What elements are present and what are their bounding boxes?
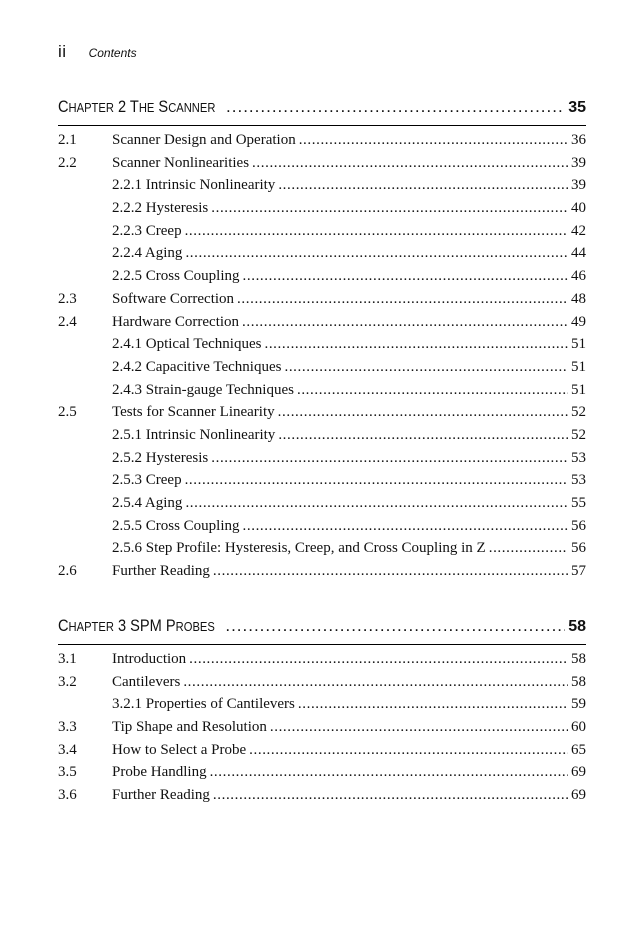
entry-page-number: 58	[571, 651, 586, 667]
entry-page-number: 52	[571, 426, 586, 443]
dot-leader	[226, 97, 565, 117]
entry-page-number: 69	[571, 764, 586, 781]
toc-entry[interactable]	[58, 563, 586, 586]
entry-page-number: 49	[571, 313, 586, 330]
entry-page-number: 36	[571, 132, 586, 148]
dot-leader	[249, 742, 568, 759]
entry-number: 3.3	[58, 719, 77, 736]
dot-leader	[264, 336, 568, 353]
toc-entry[interactable]	[58, 764, 586, 787]
entry-page-number: 40	[571, 200, 586, 217]
toc-subentry[interactable]	[58, 495, 586, 518]
entry-title: Introduction	[112, 651, 187, 667]
chapter-heading[interactable]	[58, 616, 586, 640]
toc-entry[interactable]	[58, 132, 586, 155]
dot-leader	[189, 651, 568, 668]
entry-number: 2.2	[58, 154, 77, 171]
toc-entry[interactable]	[58, 719, 586, 742]
entry-title: Scanner Design and Operation	[112, 132, 296, 148]
entry-title: 2.5.5 Cross Coupling	[112, 517, 240, 534]
toc-entries	[58, 651, 586, 810]
running-title: Contents	[88, 46, 137, 60]
dot-leader	[284, 359, 568, 376]
entry-title: Further Reading	[112, 563, 210, 580]
entry-page-number: 57	[571, 563, 586, 580]
entry-page-number: 58	[571, 673, 586, 690]
entry-title: 2.2.3 Creep	[112, 222, 182, 239]
chapter-page-number: 58	[568, 618, 586, 635]
entry-page-number: 51	[571, 358, 586, 375]
entry-page-number: 56	[571, 540, 586, 557]
entry-page-number: 65	[571, 741, 586, 758]
entry-page-number: 59	[571, 696, 586, 713]
dot-leader	[211, 450, 568, 467]
chapter-heading[interactable]	[58, 97, 586, 121]
chapter-rule	[58, 644, 586, 645]
toc-entry[interactable]	[58, 291, 586, 314]
dot-leader	[298, 696, 568, 713]
entry-page-number: 56	[571, 517, 586, 534]
entry-page-number: 55	[571, 495, 586, 511]
toc-entry[interactable]	[58, 155, 586, 178]
entry-title: 2.4.1 Optical Techniques	[112, 336, 262, 353]
entry-title: Scanner Nonlinearities	[112, 154, 250, 171]
entry-title: Probe Handling	[112, 764, 207, 781]
dot-leader	[225, 616, 565, 636]
chapter-page-number: 35	[568, 99, 586, 116]
entry-number: 2.1	[58, 132, 77, 148]
toc-subentry[interactable]	[58, 518, 586, 541]
entry-title: 2.5.4 Aging	[112, 495, 183, 511]
entry-page-number: 53	[571, 449, 586, 466]
entry-page-number: 42	[571, 222, 586, 239]
dot-leader	[185, 472, 568, 489]
entry-number: 2.5	[58, 404, 77, 421]
dot-leader	[185, 245, 568, 262]
entry-title: 2.4.3 Strain-gauge Techniques	[112, 381, 294, 398]
toc-subentry[interactable]	[58, 177, 586, 200]
entry-number: 3.1	[58, 651, 77, 667]
dot-leader	[242, 314, 568, 331]
toc-subentry[interactable]	[58, 540, 586, 563]
entry-title: Cantilevers	[112, 673, 181, 690]
entry-number: 2.4	[58, 313, 77, 330]
entry-page-number: 48	[571, 290, 586, 307]
entry-page-number: 52	[571, 404, 586, 421]
entry-title: 2.2.2 Hysteresis	[112, 200, 209, 217]
entry-page-number: 69	[571, 787, 586, 804]
entry-title: 2.2.1 Intrinsic Nonlinearity	[112, 177, 276, 194]
entry-number: 2.6	[58, 563, 77, 580]
dot-leader	[252, 155, 568, 172]
entry-title: How to Select a Probe	[112, 741, 247, 758]
dot-leader	[278, 177, 568, 194]
toc-entry[interactable]	[58, 742, 586, 765]
toc-subentry[interactable]	[58, 696, 586, 719]
toc-entry[interactable]	[58, 404, 586, 427]
toc-entry[interactable]	[58, 787, 586, 810]
entry-page-number: 53	[571, 472, 586, 489]
chapter-3-section	[58, 616, 586, 810]
entry-title: Software Correction	[112, 290, 235, 307]
entry-title: 2.4.2 Capacitive Techniques	[112, 358, 282, 375]
dot-leader	[213, 563, 568, 580]
dot-leader	[210, 764, 568, 781]
toc-subentry[interactable]	[58, 382, 586, 405]
entry-page-number: 60	[571, 719, 586, 736]
dot-leader	[237, 291, 568, 308]
page-header	[58, 42, 137, 64]
dot-leader	[243, 518, 568, 535]
entry-title: Further Reading	[112, 787, 210, 804]
entry-title: 2.5.2 Hysteresis	[112, 449, 209, 466]
entry-title: Tests for Scanner Linearity	[112, 404, 275, 421]
chapter-title: CHAPTER 3 SPM PROBES	[58, 616, 215, 635]
entry-title: Hardware Correction	[112, 313, 240, 330]
entry-title: 3.2.1 Properties of Cantilevers	[112, 696, 295, 713]
entry-number: 2.3	[58, 290, 77, 307]
dot-leader	[185, 223, 568, 240]
dot-leader	[185, 495, 568, 512]
dot-leader	[211, 200, 568, 217]
entry-page-number: 51	[571, 381, 586, 398]
entry-page-number: 46	[571, 268, 586, 285]
toc-subentry[interactable]	[58, 268, 586, 291]
toc-subentry[interactable]	[58, 472, 586, 495]
entry-title: 2.2.4 Aging	[112, 245, 183, 262]
toc-subentry[interactable]	[58, 200, 586, 223]
dot-leader	[489, 540, 568, 557]
toc-entries	[58, 132, 586, 586]
toc-entry[interactable]	[58, 651, 586, 674]
entry-page-number: 39	[571, 154, 586, 171]
toc-subentry[interactable]	[58, 450, 586, 473]
toc-subentry[interactable]	[58, 359, 586, 382]
entry-title: 2.5.3 Creep	[112, 472, 182, 489]
entry-page-number: 44	[571, 245, 586, 262]
entry-title: 2.5.6 Step Profile: Hysteresis, Creep, and Cross Coupling in Z	[112, 540, 486, 557]
chapter-rule	[58, 125, 586, 126]
toc-subentry[interactable]	[58, 427, 586, 450]
toc-subentry[interactable]	[58, 223, 586, 246]
page-number: ii	[58, 42, 67, 61]
entry-title: 2.5.1 Intrinsic Nonlinearity	[112, 426, 276, 443]
entry-page-number: 51	[571, 336, 586, 353]
toc-subentry[interactable]	[58, 336, 586, 359]
entry-page-number: 39	[571, 177, 586, 194]
dot-leader	[183, 674, 568, 691]
entry-number: 3.5	[58, 764, 77, 781]
entry-number: 3.2	[58, 673, 77, 690]
dot-leader	[213, 787, 568, 804]
toc-subentry[interactable]	[58, 245, 586, 268]
dot-leader	[299, 132, 568, 149]
dot-leader	[270, 719, 568, 736]
entry-number: 3.6	[58, 787, 77, 804]
entry-title: Tip Shape and Resolution	[112, 719, 267, 736]
dot-leader	[278, 427, 568, 444]
dot-leader	[297, 382, 568, 399]
chapter-title: CHAPTER 2 THE SCANNER	[58, 97, 216, 116]
entry-number: 3.4	[58, 741, 77, 758]
toc-entry[interactable]	[58, 314, 586, 337]
chapter-2-section	[58, 97, 586, 586]
toc-entry[interactable]	[58, 674, 586, 697]
entry-title: 2.2.5 Cross Coupling	[112, 268, 240, 285]
dot-leader	[278, 404, 568, 421]
dot-leader	[243, 268, 568, 285]
